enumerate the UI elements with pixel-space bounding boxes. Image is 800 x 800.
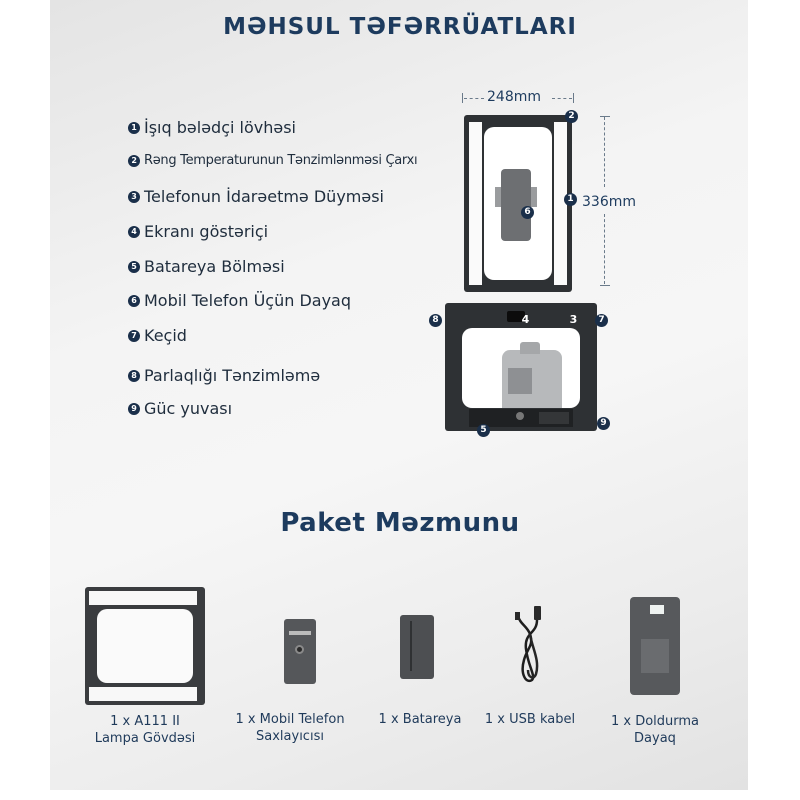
feature-label: Mobil Telefon Üçün Dayaq <box>144 291 351 310</box>
number-badge: 4 <box>128 226 140 238</box>
lamp-body-image <box>85 587 205 705</box>
item-line: Dayaq <box>634 731 676 746</box>
light-panel <box>469 122 482 285</box>
item-line: 1 x Batareya <box>378 712 462 727</box>
camera-image <box>502 350 562 408</box>
details-title: MƏHSUL TƏFƏRRÜATLARI <box>223 14 577 40</box>
feature-item <box>128 222 268 241</box>
package-item-label <box>475 711 585 728</box>
camera-lcd <box>508 368 532 394</box>
battery-groove <box>410 621 412 671</box>
battery-plate <box>641 639 669 673</box>
feature-item <box>128 291 351 310</box>
package-item-label <box>365 711 475 728</box>
frame-opening <box>462 328 580 408</box>
item-line: 1 x Mobil Telefon <box>235 712 345 727</box>
number-badge: 6 <box>128 295 140 307</box>
mount-knob <box>516 412 524 420</box>
feature-item <box>128 187 384 206</box>
device-front-image <box>464 115 572 292</box>
item-line: 1 x USB kabel <box>484 712 576 727</box>
feature-item <box>128 118 296 137</box>
feature-label: Rəng Temperaturunun Tənzimlənməsi Çarxı <box>144 153 418 168</box>
number-badge: 5 <box>128 261 140 273</box>
marker-badge: 1 <box>564 193 577 206</box>
width-label: 248mm <box>487 89 541 105</box>
frame-opening <box>97 609 193 683</box>
marker-badge: 7 <box>595 314 608 327</box>
light-panel <box>89 687 197 701</box>
charger-image <box>630 597 680 695</box>
usb-cable-image <box>510 604 550 684</box>
mount-hole <box>295 645 304 654</box>
feature-item <box>128 257 285 276</box>
dimension-line <box>604 214 605 284</box>
frame-opening <box>484 127 552 280</box>
dimension-cap <box>600 116 610 117</box>
feature-item <box>128 153 417 168</box>
camera-viewfinder <box>520 342 540 354</box>
feature-label: Keçid <box>144 326 187 345</box>
marker-badge: 8 <box>429 314 442 327</box>
dimension-cap <box>573 93 574 103</box>
item-line: Lampa Gövdəsi <box>94 731 196 746</box>
feature-label: İşıq bələdçi lövhəsi <box>144 118 296 137</box>
marker-badge: 2 <box>565 110 578 123</box>
brand-logo <box>289 631 311 635</box>
package-item-label <box>60 713 230 747</box>
phone-holder-image <box>501 169 531 241</box>
feature-label: Batareya Bölməsi <box>144 257 285 276</box>
marker-badge: 6 <box>521 206 534 219</box>
number-badge: 8 <box>128 370 140 382</box>
marker-badge: 5 <box>477 424 490 437</box>
phone-holder-image <box>284 619 316 684</box>
battery-image <box>400 615 434 679</box>
number-badge: 7 <box>128 330 140 342</box>
light-panel <box>89 591 197 605</box>
marker-badge: 4 <box>521 313 530 326</box>
dimension-line <box>552 98 572 99</box>
feature-item <box>128 399 232 418</box>
marker-badge: 3 <box>569 313 578 326</box>
number-badge: 2 <box>128 155 140 167</box>
package-title: Paket Məzmunu <box>280 508 520 538</box>
item-line: Saxlayıcısı <box>256 729 324 744</box>
dimension-cap <box>462 93 463 103</box>
height-label: 336mm <box>582 194 636 210</box>
battery-slot <box>539 412 569 424</box>
number-badge: 3 <box>128 191 140 203</box>
feature-item <box>128 366 320 385</box>
number-badge: 1 <box>128 122 140 134</box>
number-badge: 9 <box>128 403 140 415</box>
item-line: 1 x A111 II <box>110 714 180 729</box>
dimension-line <box>464 98 484 99</box>
feature-label: Telefonun İdarəetmə Düyməsi <box>144 187 384 206</box>
item-line: 1 x Doldurma <box>610 714 700 729</box>
package-item-label <box>220 711 360 745</box>
marker-badge: 9 <box>597 417 610 430</box>
dimension-cap <box>600 285 610 286</box>
charger-display <box>650 605 664 614</box>
feature-label: Ekranı göstəriçi <box>144 222 269 241</box>
feature-item <box>128 326 187 345</box>
feature-label: Güc yuvası <box>144 399 233 418</box>
feature-label: Parlaqlığı Tənzimləmə <box>144 366 321 385</box>
package-item-label <box>600 713 710 747</box>
dimension-line <box>604 117 605 187</box>
